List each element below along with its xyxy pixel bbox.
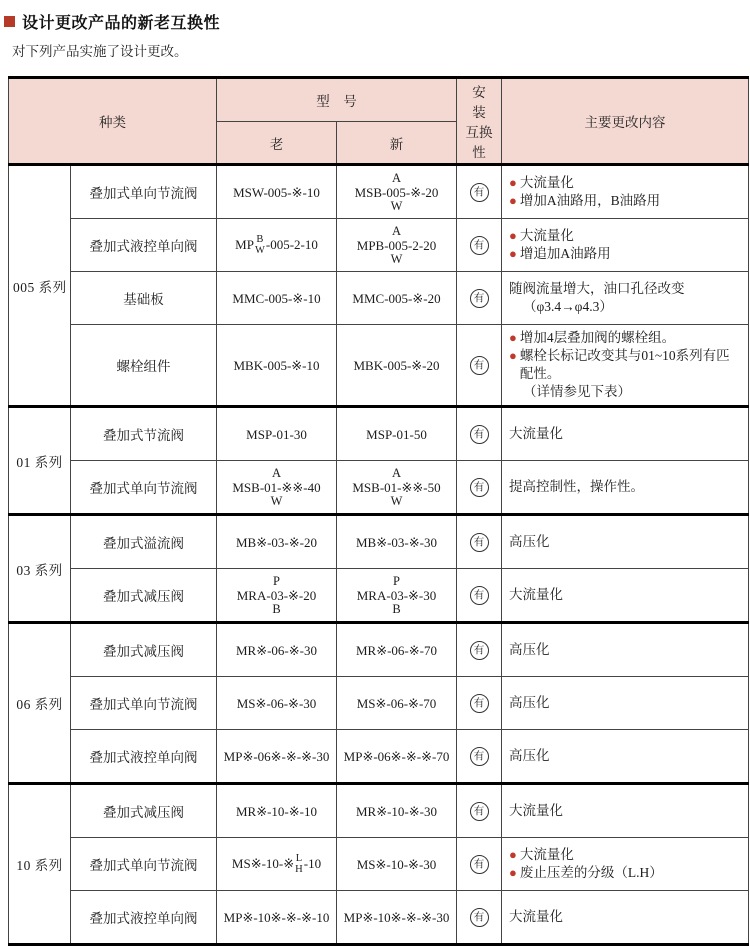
model-variant-above: A [271, 465, 282, 480]
model-text: MS※-10-※-30 [356, 856, 437, 872]
product-type-cell: 叠加式减压阀 [71, 784, 217, 838]
old-model-cell [217, 461, 337, 515]
model-text: MMC-005-※-10 [232, 290, 321, 306]
new-model-cell [337, 569, 457, 623]
table-row [9, 407, 749, 461]
old-model-cell [217, 219, 337, 272]
bullet-icon: ● [509, 330, 517, 345]
model-text: -10 [303, 856, 322, 871]
bullet-icon: ● [509, 246, 517, 261]
interchangeability-cell [457, 730, 502, 784]
model-variant-below: W [270, 493, 283, 508]
change-text: （φ3.4→φ4.3） [523, 299, 613, 314]
new-model-cell [337, 891, 457, 945]
model-text: MRA-03-※-20 [236, 587, 317, 603]
table-row [9, 677, 749, 730]
model-stack-letter: W [254, 245, 265, 256]
change-line [509, 174, 742, 192]
change-line [509, 908, 742, 926]
table-row [9, 461, 749, 515]
change-text: 大流量化 [509, 426, 563, 441]
old-model-cell [217, 515, 337, 569]
circled-you-mark: 有 [470, 425, 489, 444]
table-row [9, 219, 749, 272]
interchangeability-cell [457, 272, 502, 325]
table-row [9, 272, 749, 325]
model-text: MSP-01-50 [366, 426, 427, 442]
bullet-icon: ● [509, 193, 517, 208]
bullet-icon: ● [509, 847, 517, 862]
series-cell: 005 系列 [9, 165, 71, 407]
new-model-cell [337, 515, 457, 569]
model-stack-letter: H [295, 864, 303, 875]
square-bullet-icon [4, 16, 15, 27]
product-type-cell: 叠加式液控单向阀 [71, 730, 217, 784]
model-text: MR※-06-※-30 [235, 642, 317, 658]
table-body [9, 165, 749, 945]
old-model-cell [217, 677, 337, 730]
circled-you-mark: 有 [470, 694, 489, 713]
table-row [9, 325, 749, 407]
page-subtitle: 对下列产品实施了设计更改。 [12, 44, 188, 59]
change-line [509, 280, 742, 298]
document-header [8, 8, 748, 76]
model-text: -005-2-10 [265, 237, 318, 252]
model-text: MSB-01-※※-40 [232, 479, 321, 495]
model-inline [232, 853, 321, 875]
new-model-cell [337, 219, 457, 272]
changes-cell [502, 461, 749, 515]
model-text: MP※-06※-※-※-30 [223, 748, 330, 764]
model-variant-above: P [273, 573, 280, 588]
series-cell: 10 系列 [9, 784, 71, 945]
old-model-cell [217, 730, 337, 784]
change-text: 高压化 [509, 748, 550, 763]
change-line [509, 533, 742, 551]
table-row [9, 165, 749, 219]
header-interchangeability [457, 78, 502, 165]
model-variant-above: A [391, 465, 402, 480]
change-line [509, 802, 742, 820]
old-model-cell [217, 623, 337, 677]
model-variant-below: W [390, 493, 403, 508]
changes-cell [502, 623, 749, 677]
series-cell: 06 系列 [9, 623, 71, 784]
product-type-cell: 叠加式减压阀 [71, 623, 217, 677]
interchangeability-cell [457, 838, 502, 891]
change-line [509, 298, 742, 316]
model-text: MB※-03-※-30 [355, 534, 437, 550]
old-model-cell [217, 784, 337, 838]
old-model-cell [217, 407, 337, 461]
change-text: 废止压差的分级（L.H） [519, 865, 663, 880]
header-interchangeability-line2: 互换性 [465, 125, 493, 160]
product-type-cell: 叠加式节流阀 [71, 407, 217, 461]
changes-cell [502, 515, 749, 569]
table-row [9, 515, 749, 569]
change-text: 大流量化 [519, 228, 574, 243]
circled-you-mark: 有 [470, 641, 489, 660]
interchangeability-cell [457, 784, 502, 838]
change-text: 增加A油路用，B油路用 [519, 193, 661, 208]
circled-you-mark: 有 [470, 802, 489, 821]
circled-you-mark: 有 [470, 478, 489, 497]
change-line [509, 383, 742, 401]
changes-cell [502, 407, 749, 461]
new-model-cell [337, 461, 457, 515]
new-model-cell [337, 677, 457, 730]
circled-you-mark: 有 [470, 533, 489, 552]
change-text: 高压化 [509, 534, 550, 549]
design-change-table [8, 76, 749, 946]
table-row [9, 623, 749, 677]
change-text: 增追加A油路用 [519, 246, 611, 261]
change-line [509, 425, 742, 443]
changes-cell [502, 219, 749, 272]
header-model: 型 号 [217, 78, 457, 122]
new-model-cell [337, 838, 457, 891]
change-line [509, 347, 742, 383]
change-text: 大流量化 [519, 175, 574, 190]
circled-you-mark: 有 [470, 183, 489, 202]
circled-you-mark: 有 [470, 289, 489, 308]
new-model-cell [337, 784, 457, 838]
model-text: MS※-06-※-30 [236, 695, 317, 711]
model-variant-below: W [390, 198, 403, 213]
table-header [9, 78, 749, 165]
header-main-changes: 主要更改内容 [502, 78, 749, 165]
product-type-cell: 叠加式单向节流阀 [71, 165, 217, 219]
interchangeability-cell [457, 677, 502, 730]
header-kind: 种类 [9, 78, 217, 165]
table-row [9, 784, 749, 838]
circled-you-mark: 有 [470, 236, 489, 255]
model-text: MRA-03-※-30 [356, 587, 437, 603]
product-type-cell: 叠加式单向节流阀 [71, 461, 217, 515]
model-text: MSP-01-30 [246, 426, 307, 442]
product-type-cell: 叠加式溢流阀 [71, 515, 217, 569]
new-model-cell [337, 730, 457, 784]
change-text: 螺栓长标记改变其与01~10系列有匹配性。 [519, 348, 730, 381]
product-type-cell: 叠加式单向节流阀 [71, 677, 217, 730]
header-old-model: 老 [217, 122, 337, 165]
old-model-cell [217, 891, 337, 945]
change-text: 大流量化 [509, 803, 563, 818]
model-text: MS※-10-※ [231, 856, 295, 871]
model-text: MSB-005-※-20 [354, 184, 439, 200]
model-variant-below: B [392, 601, 401, 616]
model-text: MP※-06※-※-※-70 [343, 748, 450, 764]
model-text: MP※-10※-※-※-10 [223, 909, 330, 925]
model-stack-letter: B [256, 234, 264, 245]
change-line [509, 747, 742, 765]
header-new-model: 新 [337, 122, 457, 165]
interchangeability-cell [457, 891, 502, 945]
old-model-cell [217, 838, 337, 891]
changes-cell [502, 165, 749, 219]
change-line [509, 227, 742, 245]
interchangeability-cell [457, 623, 502, 677]
change-text: 高压化 [509, 642, 550, 657]
change-line [509, 586, 742, 604]
interchangeability-cell [457, 515, 502, 569]
change-text: 提高控制性，操作性。 [509, 479, 644, 494]
series-cell: 03 系列 [9, 515, 71, 623]
model-text: MBK-005-※-20 [353, 357, 440, 373]
change-line [509, 245, 742, 263]
table-row [9, 838, 749, 891]
old-model-cell [217, 272, 337, 325]
product-type-cell: 螺栓组件 [71, 325, 217, 407]
model-text: MP [235, 237, 254, 252]
page-title: 设计更改产品的新老互换性 [22, 15, 221, 32]
change-text: 大流量化 [509, 587, 563, 602]
circled-you-mark: 有 [470, 356, 489, 375]
model-inline [235, 234, 318, 256]
change-text: （详情参见下表） [523, 384, 631, 399]
model-text: MR※-10-※-30 [355, 803, 437, 819]
old-model-cell [217, 165, 337, 219]
new-model-cell [337, 272, 457, 325]
model-variant-above: A [391, 170, 402, 185]
model-variant-above: A [391, 223, 402, 238]
changes-cell [502, 325, 749, 407]
model-stack-letter: L [295, 853, 303, 864]
bullet-icon: ● [509, 175, 517, 190]
series-cell: 01 系列 [9, 407, 71, 515]
interchangeability-cell [457, 325, 502, 407]
model-text: MMC-005-※-20 [352, 290, 441, 306]
product-type-cell: 叠加式液控单向阀 [71, 891, 217, 945]
change-line [509, 864, 742, 882]
new-model-cell [337, 623, 457, 677]
changes-cell [502, 838, 749, 891]
model-variant-below: B [272, 601, 281, 616]
changes-cell [502, 891, 749, 945]
model-text: MBK-005-※-10 [233, 357, 320, 373]
model-text: MSB-01-※※-50 [352, 479, 441, 495]
change-text: 增加4层叠加阀的螺栓组。 [519, 330, 676, 345]
model-variant-below: W [390, 251, 403, 266]
changes-cell [502, 730, 749, 784]
model-text: MR※-06-※-70 [355, 642, 437, 658]
change-line [509, 478, 742, 496]
model-stacked-letters [295, 853, 303, 875]
changes-cell [502, 784, 749, 838]
interchangeability-cell [457, 165, 502, 219]
model-text: MPB-005-2-20 [356, 237, 437, 253]
interchangeability-cell [457, 219, 502, 272]
changes-cell [502, 272, 749, 325]
table-row [9, 891, 749, 945]
change-text: 大流量化 [519, 847, 574, 862]
table-row [9, 569, 749, 623]
change-line [509, 846, 742, 864]
product-type-cell: 叠加式单向节流阀 [71, 838, 217, 891]
new-model-cell [337, 407, 457, 461]
product-type-cell: 基础板 [71, 272, 217, 325]
bullet-icon: ● [509, 228, 517, 243]
product-type-cell: 叠加式液控单向阀 [71, 219, 217, 272]
bullet-icon: ● [509, 865, 517, 880]
change-line [509, 694, 742, 712]
circled-you-mark: 有 [470, 908, 489, 927]
bullet-icon: ● [509, 348, 517, 363]
interchangeability-cell [457, 407, 502, 461]
title-row [4, 10, 748, 33]
table-row [9, 730, 749, 784]
circled-you-mark: 有 [470, 855, 489, 874]
change-line [509, 641, 742, 659]
new-model-cell [337, 325, 457, 407]
change-line [509, 192, 742, 210]
old-model-cell [217, 325, 337, 407]
model-text: MS※-06-※-70 [356, 695, 437, 711]
product-type-cell: 叠加式减压阀 [71, 569, 217, 623]
change-line [509, 329, 742, 347]
circled-you-mark: 有 [470, 747, 489, 766]
change-text: 高压化 [509, 695, 550, 710]
circled-you-mark: 有 [470, 586, 489, 605]
model-variant-above: P [393, 573, 400, 588]
change-text: 大流量化 [509, 909, 563, 924]
old-model-cell [217, 569, 337, 623]
changes-cell [502, 569, 749, 623]
model-text: MR※-10-※-10 [235, 803, 317, 819]
changes-cell [502, 677, 749, 730]
change-text: 随阀流量增大，油口孔径改变 [509, 281, 685, 296]
new-model-cell [337, 165, 457, 219]
model-text: MB※-03-※-20 [235, 534, 317, 550]
model-text: MP※-10※-※-※-30 [343, 909, 450, 925]
header-interchangeability-line1: 安 装 [472, 85, 500, 120]
interchangeability-cell [457, 569, 502, 623]
model-stacked-letters [255, 234, 265, 256]
interchangeability-cell [457, 461, 502, 515]
model-text: MSW-005-※-10 [233, 184, 320, 200]
